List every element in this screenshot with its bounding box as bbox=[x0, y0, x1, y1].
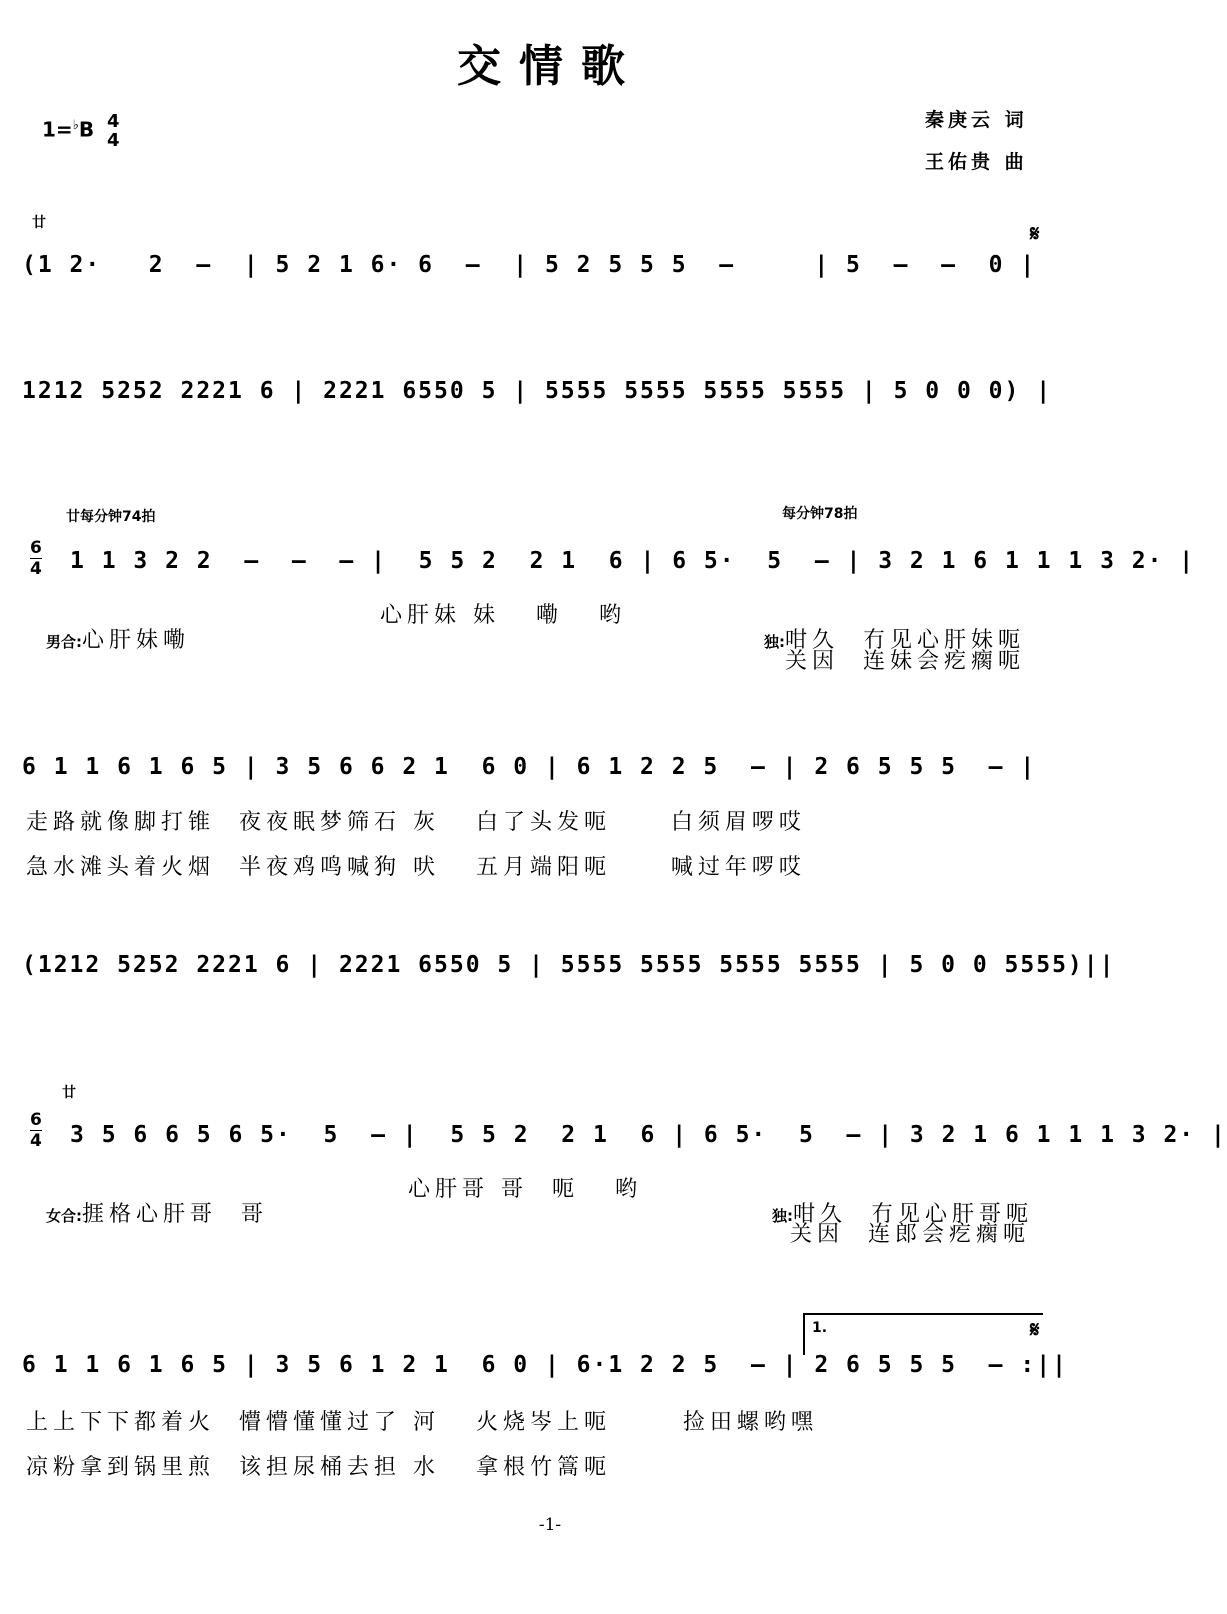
first-ending-label: 1. bbox=[812, 1320, 828, 1336]
notation-row-5: (1212 5252 2221 6 | 2221 6550 5 | 5555 5555 5555 5555 | 5 0 0 5555)|| bbox=[22, 952, 1116, 978]
lyric-row-4b: 急水滩头着火烟 半夜鸡鸣喊狗 吠 五月端阳呃 喊过年啰哎 bbox=[26, 855, 806, 880]
notation-row-2: 1212 5252 2221 6 | 2221 6550 5 | 5555 5555 5555 5555 | 5 0 0 0) | bbox=[22, 378, 1053, 404]
lyric-row-3b: 关因 连妹会疙瘸呃 bbox=[785, 649, 1025, 674]
ts-den: 4 bbox=[30, 559, 42, 579]
male-chorus-label: 男合: bbox=[46, 633, 82, 651]
notation-row-1: (1 2· 2 – | 5 2 1 6· 6 – | 5 2 5 5 5 – | 5 – – 0 | bbox=[22, 252, 1037, 278]
notation-row-7: 6 1 1 6 1 6 5 | 3 5 6 1 2 1 6 0 | 6·1 2 2 5 – | 2 6 5 5 5 – :|| bbox=[22, 1352, 1068, 1378]
notation-row-3: 1 1 3 2 2 – – – | 5 5 2 2 1 6 | 6 5· 5 – | 3 2 1 6 1 1 1 3 2· | bbox=[70, 548, 1196, 574]
notation-row-4: 6 1 1 6 1 6 5 | 3 5 6 6 2 1 6 0 | 6 1 2 2 5 – | 2 6 5 5 5 – | bbox=[22, 754, 1037, 780]
lyric-row-3a bbox=[22, 598, 190, 654]
solo-label: 独: bbox=[764, 633, 785, 651]
tempo-mark-74: 廿每分钟74拍 bbox=[66, 509, 156, 525]
time-sig-6-4-a bbox=[30, 538, 42, 579]
key-note: B bbox=[78, 117, 95, 142]
lyric-6a-part1: 捱格心肝哥 哥 bbox=[82, 1202, 268, 1227]
ts-den: 4 bbox=[30, 1131, 42, 1151]
time-sig-num: 4 bbox=[107, 111, 120, 132]
lyric-3a-part3: 咁久 冇见心肝妹呃 bbox=[785, 628, 1025, 653]
segno-mark-top: 𝄋 bbox=[1030, 222, 1040, 247]
lyric-row-6a-part2: 心肝哥 哥 呃 哟 bbox=[408, 1177, 642, 1202]
free-tempo-mark-2: 廿 bbox=[62, 1085, 76, 1101]
solo-label-2: 独: bbox=[772, 1207, 793, 1225]
first-ending-bracket bbox=[803, 1313, 1043, 1355]
song-title: 交情歌 bbox=[457, 41, 643, 92]
lyric-6a-part3: 咁久 冇见心肝哥呃 bbox=[793, 1202, 1033, 1227]
time-signature bbox=[107, 112, 120, 150]
key-signature bbox=[42, 112, 120, 150]
ts-num: 6 bbox=[30, 538, 42, 558]
lyric-row-6b: 关因 连郎会疙瘸呃 bbox=[790, 1222, 1030, 1247]
lyric-row-3a-part2: 心肝妹 妹 嘞 哟 bbox=[380, 603, 626, 628]
lyric-row-4a: 走路就像脚打锥 夜夜眠梦筛石 灰 白了头发呃 白须眉啰哎 bbox=[26, 810, 806, 835]
notation-row-6: 3 5 6 6 5 6 5· 5 – | 5 5 2 2 1 6 | 6 5· 5 – | 3 2 1 6 1 1 1 3 2· | bbox=[70, 1122, 1227, 1148]
female-chorus-label: 女合: bbox=[46, 1207, 82, 1225]
segno-mark-bottom: 𝄋 bbox=[1030, 1318, 1040, 1343]
lyricist-credit: 秦庚云 词 bbox=[925, 109, 1028, 131]
lyric-row-6a bbox=[22, 1172, 268, 1228]
flat-symbol: ♭ bbox=[72, 117, 79, 133]
page-number: -1- bbox=[538, 1515, 562, 1535]
lyric-row-7b: 凉粉拿到锅里煎 该担尿桶去担 水 拿根竹篙呃 bbox=[26, 1455, 611, 1480]
time-sig-den: 4 bbox=[107, 130, 120, 151]
lyric-3a-part1: 心肝妹嘞 bbox=[82, 628, 191, 653]
key-prefix: 1= bbox=[42, 117, 73, 142]
ts-num: 6 bbox=[30, 1110, 42, 1130]
lyric-row-7a: 上上下下都着火 懵懵懂懂过了 河 火烧岑上呃 捡田螺哟嘿 bbox=[26, 1410, 818, 1435]
composer-credit: 王佑贵 曲 bbox=[925, 151, 1028, 173]
free-tempo-mark: 廿 bbox=[32, 215, 46, 231]
time-sig-6-4-b bbox=[30, 1110, 42, 1151]
tempo-mark-78: 每分钟78拍 bbox=[782, 506, 858, 522]
